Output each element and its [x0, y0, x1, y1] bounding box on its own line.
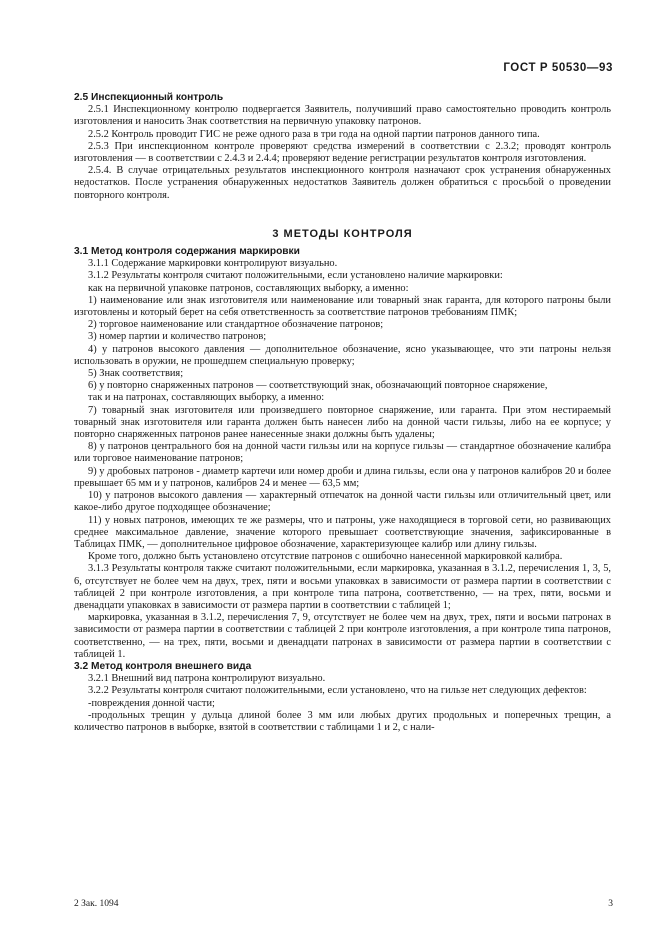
list-item-3: 3) номер партии и количество патронов; — [88, 331, 267, 343]
document-body — [74, 92, 611, 734]
list-item-6: 6) у повторно снаряженных патронов — соответствующий знак, обозначающий повторное снаряжение, — [88, 380, 548, 392]
heading-2-5: 2.5 Инспекционный контроль — [74, 92, 224, 103]
list-item-8: 8) у патронов центрального боя на донной части гильзы или на корпусе гильзы — стандартное обозначение калибра или торговое наименование патронов; — [74, 441, 611, 465]
paragraph-2-5-1: 2.5.1 Инспекционному контролю подвергается Заявитель, получивший право самостоятельно проводить контроль изготовления и наносить Знак соответствия на первичную упаковку патронов. — [74, 104, 611, 128]
paragraph-3-2-2: 3.2.2 Результаты контроля считают положительными, если установлено, что на гильзе нет следующих дефектов: — [88, 685, 587, 697]
list-item-1: 1) наименование или знак изготовителя или наименование или товарный знак гаранта, для которого патроны были изготовлены и который берет на себя ответственность за соответствие патронов требованиям ПМК; — [74, 294, 611, 319]
page-number: 3 — [608, 899, 613, 909]
standard-header: ГОСТ Р 50530—93 — [503, 62, 613, 74]
paragraph-besides: Кроме того, должно быть установлено отсутствие патронов с ошибочно нанесенной маркировкой калибра. — [88, 551, 563, 563]
list-item-4: 4) у патронов высокого давления — дополнительное обозначение, ясно указывающее, что эти патроны нельзя использовать в оружии, не прошедшем специальную проверку; — [74, 343, 611, 367]
section-3-title: 3 МЕТОДЫ КОНТРОЛЯ — [272, 227, 413, 240]
paragraph-3-1-1: 3.1.1 Содержание маркировки контролируют визуально. — [88, 258, 338, 270]
defect-item-1: -повреждения донной части; — [88, 697, 215, 709]
paragraph-2-5-2: 2.5.2 Контроль проводит ГИС не реже одного раза в три года на одной партии патронов данного типа. — [88, 128, 540, 140]
list-item-5: 5) Знак соответствия; — [88, 368, 184, 380]
list-item-2: 2) торговое наименование или стандартное обозначение патронов; — [88, 319, 384, 331]
defect-item-2: -продольных трещин у дульца длиной более 3 мм или любых других продольных и поперечных трещин, а количество патронов в выборке, взятой в соответствии с таблицами 1 и 2, с нали- — [74, 709, 611, 733]
paragraph-3-1-3: 3.1.3 Результаты контроля также считают положительными, если маркировка, указанная в 3.1.2, перечисления 1, 3, 5, 6, отсутствует не более чем на двух, трех, пяти и восьми упаковках в зависимости от размера партии в соответствии с таблицей 2 при контроле изготовления, а при контроле типа патрона, соответственно, — на трех, пяти, восьми и двенадцати упаковках в зависимости от размера партии в соответствии с таблицей 1; — [74, 563, 611, 611]
heading-3-1: 3.1 Метод контроля содержания маркировки — [74, 246, 300, 258]
paragraph-2-5-4: 2.5.4. В случае отрицательных результатов инспекционного контроля назначают срок устранения обнаруженных недостатков. После устранения обнаруженных недостатков Заявитель должен обратиться с просьбой о проведении повторного контроля. — [74, 165, 611, 201]
list-item-11: 11) у новых патронов, имеющих те же размеры, что и патроны, уже находящиеся в торговой сети, но развивающих среднее максимальное давление, значение которого превышает соответствующие значения, зафиксированные в Таблицах ПМК, — дополнительное цифровое обозначение, характеризующее калибр или длину гильзы. — [74, 514, 611, 550]
paragraph-2-5-3: 2.5.3 При инспекционном контроле проверяют средства измерений в соответствии с 2.3.2; проводят контроль изготовления — в соответствии с 2.4.3 и 2.4.4; проверяют ведение регистрации результатов контроля изготовления. — [74, 140, 611, 165]
paragraph-packaging: как на первичной упаковке патронов, составляющих выборку, а именно: — [88, 282, 409, 294]
list-item-10: 10) у патронов высокого давления — характерный отпечаток на донной части гильзы или отличительный цвет, или какое-либо другое подходящее обозначение; — [74, 490, 611, 514]
paragraph-cartridges: так и на патронах, составляющих выборку, а именно: — [88, 392, 325, 404]
list-item-7: 7) товарный знак изготовителя или произведшего повторное снаряжение, или гаранта. При этом нестираемый товарный знак изготовителя или гаранта должен быть нанесен либо на донной части гильзы, либо на ее корпусе; у повторно снаряженных патронов ранее нанесенные знаки должны быть удалены; — [74, 404, 611, 441]
paragraph-3-2-1: 3.2.1 Внешний вид патрона контролируют визуально. — [88, 673, 326, 685]
print-order-note: 2 Зак. 1094 — [74, 899, 119, 909]
heading-3-2: 3.2 Метод контроля внешнего вида — [74, 660, 252, 672]
paragraph-3-1-2: 3.1.2 Результаты контроля считают положительными, если установлено наличие маркировки: — [88, 270, 503, 282]
paragraph-3-1-3-b: маркировка, указанная в 3.1.2, перечисления 7, 9, отсутствует не более чем на двух, трех, пяти и восьми патронах в зависимости от размера партии в соответствии с таблицей 2 при контроле изготовления, а при контроле типа патронов, соответственно, — на трех, пяти, восьми и двенадцати патронах в зависимости от размера партии в соответствии с таблицей 1. — [74, 612, 611, 660]
list-item-9: 9) у дробовых патронов - диаметр картечи или номер дроби и длина гильзы, если она у патронов калибров 20 и более превышает 65 мм и у патронов, калибров 24 и менее — 63,5 мм; — [74, 465, 611, 489]
